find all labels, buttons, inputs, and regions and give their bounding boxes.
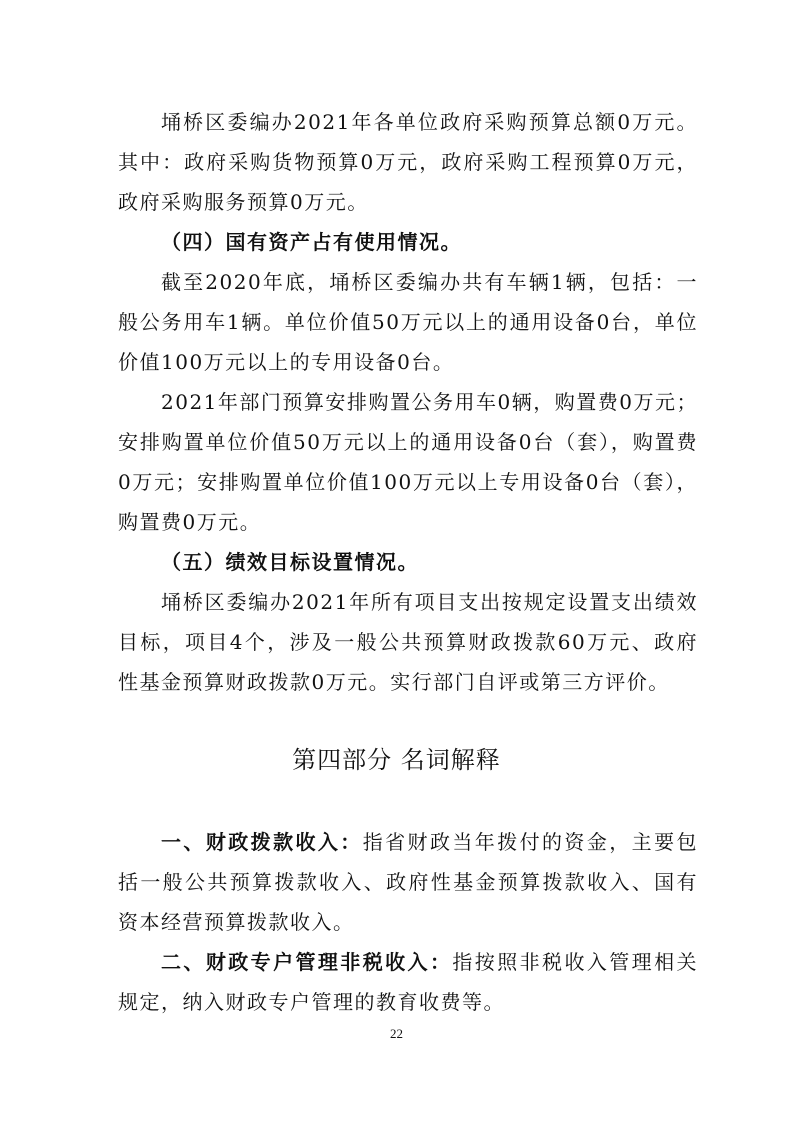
definition-nontax-revenue <box>118 942 698 1022</box>
heading-state-assets: （四）国有资产占有使用情况。 <box>161 230 462 254</box>
definition-term: 二、财政专户管理非税收入： <box>161 950 453 974</box>
definition-term: 一、财政拨款收入： <box>161 830 363 854</box>
paragraph-purchase-plan: 2021年部门预算安排购置公务用车0辆，购置费0万元；安排购置单位价值50万元以上的通用设备0台（套），购置费0万元；安排购置单位价值100万元以上专用设备0台（套），购置费0万元。 <box>118 390 698 534</box>
page-number: 22 <box>390 1026 403 1041</box>
definition-text: 指省财政当年拨付的资金，主要包括一般公共预算拨款收入、政府性基金预算拨款收入、国有资本经营预算拨款收入。 <box>118 830 699 934</box>
paragraph-procurement-budget: 埇桥区委编办2021年各单位政府采购预算总额0万元。其中：政府采购货物预算0万元，政府采购工程预算0万元，政府采购服务预算0万元。 <box>118 110 698 214</box>
definition-fiscal-appropriation <box>118 822 698 942</box>
section-title: 第四部分 名词解释 <box>292 746 501 774</box>
definition-text: 指按照非税收入管理相关规定，纳入财政专户管理的教育收费等。 <box>118 950 699 1014</box>
heading-performance-targets: （五）绩效目标设置情况。 <box>161 550 419 574</box>
paragraph-performance-targets: 埇桥区委编办2021年所有项目支出按规定设置支出绩效目标，项目4个，涉及一般公共预算财政拨款60万元、政府性基金预算财政拨款0万元。实行部门自评或第三方评价。 <box>118 590 698 694</box>
paragraph-vehicles-equipment: 截至2020年底，埇桥区委编办共有车辆1辆，包括：一般公务用车1辆。单位价值50万元以上的通用设备0台，单位价值100万元以上的专用设备0台。 <box>118 270 698 374</box>
